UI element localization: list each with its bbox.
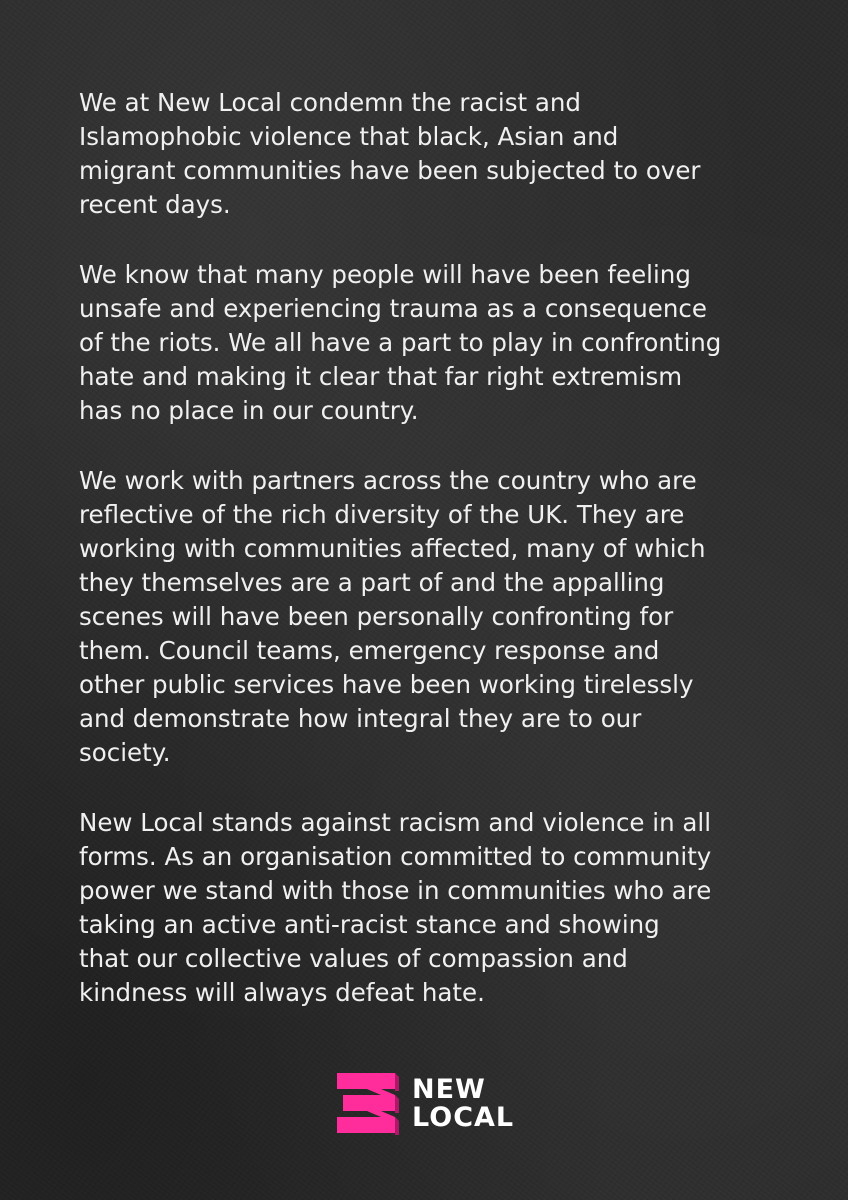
statement-body: [79, 86, 779, 1046]
text-line: migrant communities have been subjected to over: [79, 156, 701, 185]
text-line: other public services have been working tirelessly: [79, 670, 694, 699]
text-line: of the riots. We all have a part to play in confronting: [79, 328, 722, 357]
paragraph-2: [79, 258, 779, 428]
text-line: We work with partners across the country who are: [79, 466, 697, 495]
logo-word-local: LOCAL: [412, 1102, 515, 1133]
logo-word-new: NEW: [412, 1074, 486, 1105]
text-line: forms. As an organisation committed to community: [79, 842, 712, 871]
text-line: taking an active anti-racist stance and showing: [79, 910, 660, 939]
text-line: that our collective values of compassion and: [79, 944, 628, 973]
text-line: and demonstrate how integral they are to our: [79, 704, 642, 733]
text-line: kindness will always defeat hate.: [79, 978, 485, 1007]
text-line: hate and making it clear that far right extremism: [79, 362, 683, 391]
text-line: society.: [79, 738, 171, 767]
text-line: We at New Local condemn the racist and: [79, 88, 581, 117]
text-line: scenes will have been personally confronting for: [79, 602, 674, 631]
text-line: recent days.: [79, 190, 231, 219]
text-line: they themselves are a part of and the appalling: [79, 568, 665, 597]
new-local-mark-icon: [337, 1073, 401, 1135]
text-line: unsafe and experiencing trauma as a consequence: [79, 294, 707, 323]
text-line: We know that many people will have been feeling: [79, 260, 691, 289]
text-line: Islamophobic violence that black, Asian and: [79, 122, 619, 151]
new-local-logo: [337, 1073, 514, 1135]
paragraph-3: [79, 464, 779, 770]
paragraph-4: [79, 806, 779, 1010]
text-line: New Local stands against racism and violence in all: [79, 808, 712, 837]
text-line: reflective of the rich diversity of the UK. They are: [79, 500, 685, 529]
text-line: them. Council teams, emergency response and: [79, 636, 660, 665]
paragraph-1: [79, 86, 779, 222]
text-line: working with communities affected, many of which: [79, 534, 706, 563]
text-line: power we stand with those in communities who are: [79, 876, 712, 905]
text-line: has no place in our country.: [79, 396, 419, 425]
logo-wordmark: [412, 1076, 514, 1132]
